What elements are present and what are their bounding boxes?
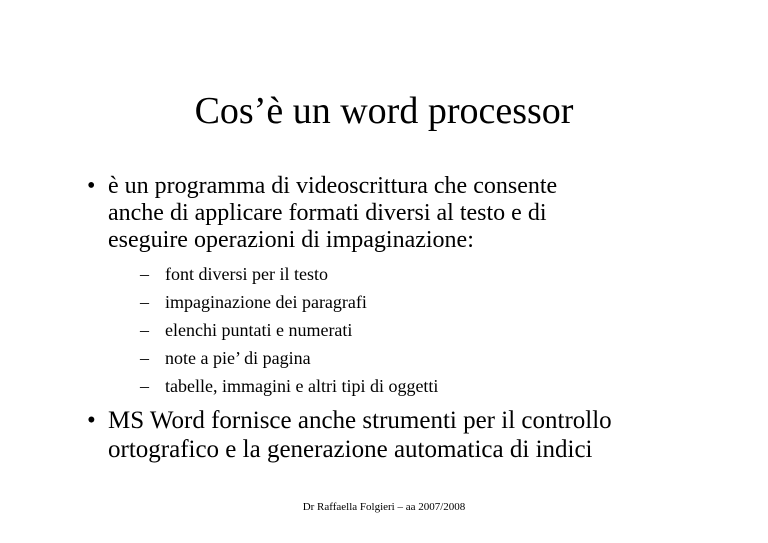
sub-list-item (140, 374, 439, 402)
bullet-marker: • (87, 173, 96, 199)
bullet-text-line: ortografico e la generazione automatica di indici (108, 436, 593, 463)
sub-list-item (140, 318, 438, 346)
dash-marker: – (140, 376, 149, 396)
bullet-text-line: MS Word fornisce anche strumenti per il controllo (108, 407, 612, 434)
dash-marker: – (140, 264, 149, 284)
sub-list-item-text: font diversi per il testo (165, 264, 328, 284)
sub-list (140, 262, 439, 402)
sub-list-item-text: tabelle, immagini e altri tipi di oggetti (165, 376, 439, 396)
sub-list-item-text: note a pie’ di pagina (165, 348, 311, 368)
sub-list-item (140, 262, 438, 290)
bullet-item (87, 173, 558, 254)
sub-list-item (140, 346, 438, 374)
sub-list-item-text: impaginazione dei paragrafi (165, 292, 367, 312)
dash-marker: – (140, 292, 149, 312)
bullet-text-line: anche di applicare formati diversi al testo e di (108, 200, 547, 226)
slide-footer: Dr Raffaella Folgieri – aa 2007/2008 (302, 501, 466, 513)
sub-list-item-text: elenchi puntati e numerati (165, 320, 353, 340)
dash-marker: – (140, 320, 149, 340)
dash-marker: – (140, 348, 149, 368)
bullet-marker: • (87, 407, 96, 434)
slide-title: Cos’è un word processor (194, 90, 574, 132)
sub-list-item (140, 290, 438, 318)
bullet-item (87, 406, 612, 464)
bullet-text-line: eseguire operazioni di impaginazione: (108, 227, 474, 253)
bullet-text-line: è un programma di videoscrittura che consente (108, 173, 558, 199)
